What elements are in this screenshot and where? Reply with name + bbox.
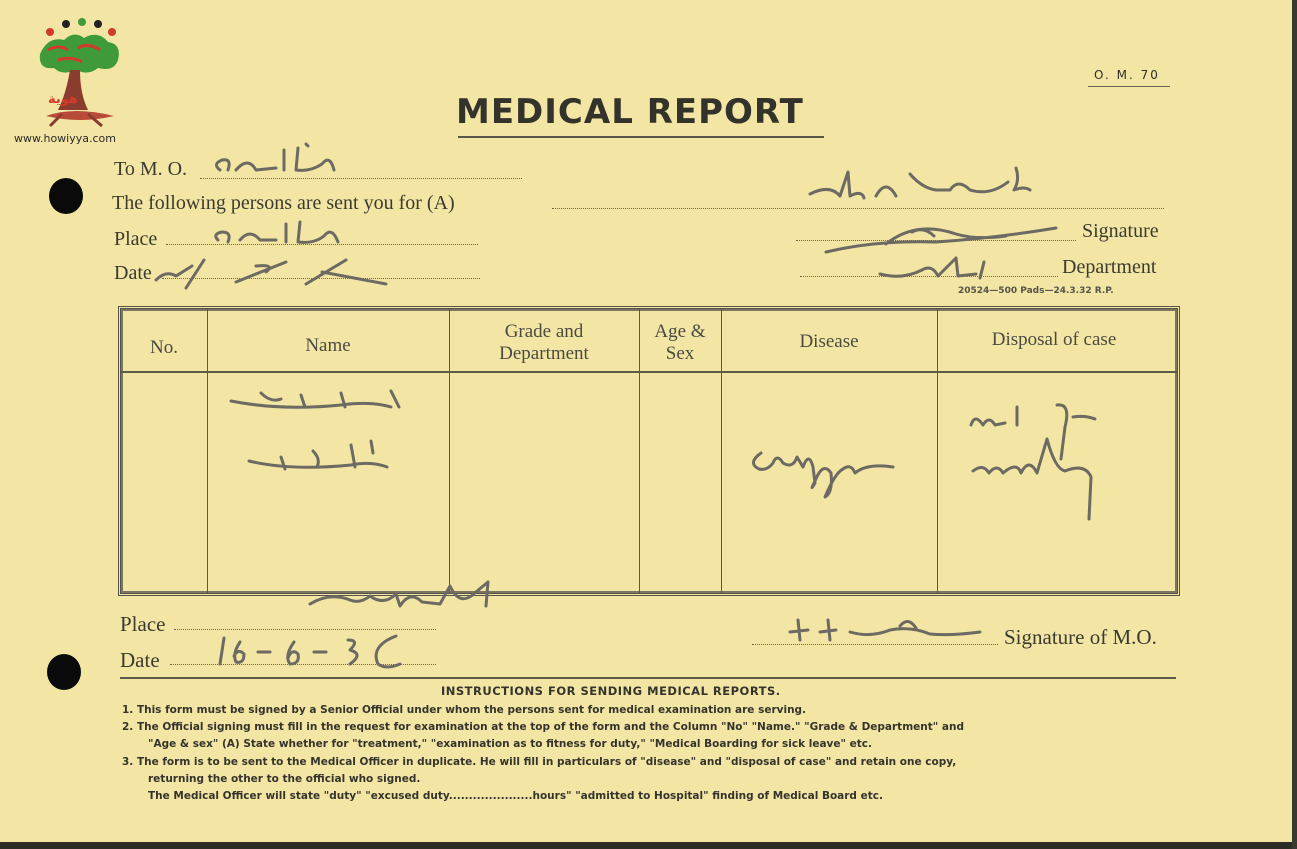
paper-bottom-edge (0, 842, 1297, 849)
instruction-1: 1. This form must be signed by a Senior Official under whom the persons sent for medical examination are serving. (122, 704, 807, 716)
instructions-heading: INSTRUCTIONS FOR SENDING MEDICAL REPORTS. (441, 684, 781, 698)
date-label: Date (114, 262, 152, 284)
paper-right-edge (1292, 0, 1297, 849)
punch-hole-top (49, 178, 83, 214)
col-header-grade-line2: Department (499, 343, 589, 364)
bottom-date-label: Date (120, 648, 160, 672)
signature-label: Signature (1082, 220, 1159, 242)
col-header-disposal: Disposal of case (991, 329, 1117, 350)
col-header-grade (449, 321, 639, 365)
instruction-3b: returning the other to the official who signed. (148, 773, 421, 785)
records-table (118, 306, 1180, 596)
col-header-disease: Disease (799, 331, 859, 352)
form-title: MEDICAL REPORT (456, 92, 804, 132)
logo-site-url: www.howiyya.com (14, 132, 116, 145)
handwriting-place (210, 218, 360, 252)
handwriting-date (136, 254, 396, 294)
col-header-age-line1: Age & (654, 321, 706, 342)
tree-logo-icon (18, 14, 138, 134)
handwriting-bottom-place (300, 578, 510, 618)
col-header-name: Name (305, 335, 351, 356)
instructions-rule (120, 677, 1176, 679)
form-code-underline (1088, 86, 1170, 87)
table-header-rule (121, 371, 1177, 373)
handwriting-bottom-date (210, 628, 410, 674)
logo-wordmark: هوية (48, 92, 78, 107)
instruction-2a: 2. The Official signing must fill in the request for examination at the top of the form and the Column "No" "Name." "Grade & Department" and (122, 721, 964, 733)
handwriting-disease (743, 433, 903, 503)
col-header-grade-line1: Grade and (504, 321, 584, 342)
col-header-age-line2: Sex (665, 343, 695, 364)
instruction-3a: 3. The form is to be sent to the Medical Officer in duplicate. He will fill in particulars of "disease" and "disposal of case" and retain one copy, (122, 756, 957, 768)
place-label: Place (114, 228, 158, 250)
instruction-4: The Medical Officer will state "duty" "excused duty.....................hours" "admitted to Hospital" finding of Medical Board etc. (148, 790, 883, 802)
howiyya-logo (14, 14, 138, 154)
title-underline (458, 136, 824, 138)
to-mo-label: To M. O. (114, 158, 188, 180)
handwriting-disposal (961, 399, 1141, 529)
printer-line: 20524—500 Pads—24.3.32 R.P. (958, 286, 1114, 296)
handwriting-mo-signature (780, 610, 1000, 650)
handwriting-name (221, 381, 421, 491)
col-header-age-sex (639, 321, 721, 365)
handwriting-department (872, 252, 1012, 286)
mo-signature-label: Signature of M.O. (1004, 625, 1157, 649)
col-header-no: No. (150, 337, 178, 358)
bottom-place-label: Place (120, 612, 166, 636)
following-label: The following persons are sent you for (A) (112, 192, 455, 214)
col-divider-5 (937, 309, 938, 593)
department-label: Department (1062, 256, 1157, 278)
form-code: O. M. 70 (1094, 68, 1160, 82)
handwriting-purpose (800, 160, 1040, 210)
instruction-2b: "Age & sex" (A) State whether for "treatment," "examination as to fitness for duty," "Medical Boarding for sick leave" etc. (148, 738, 872, 750)
handwriting-to-mo (206, 140, 346, 184)
punch-hole-bottom (47, 654, 81, 690)
